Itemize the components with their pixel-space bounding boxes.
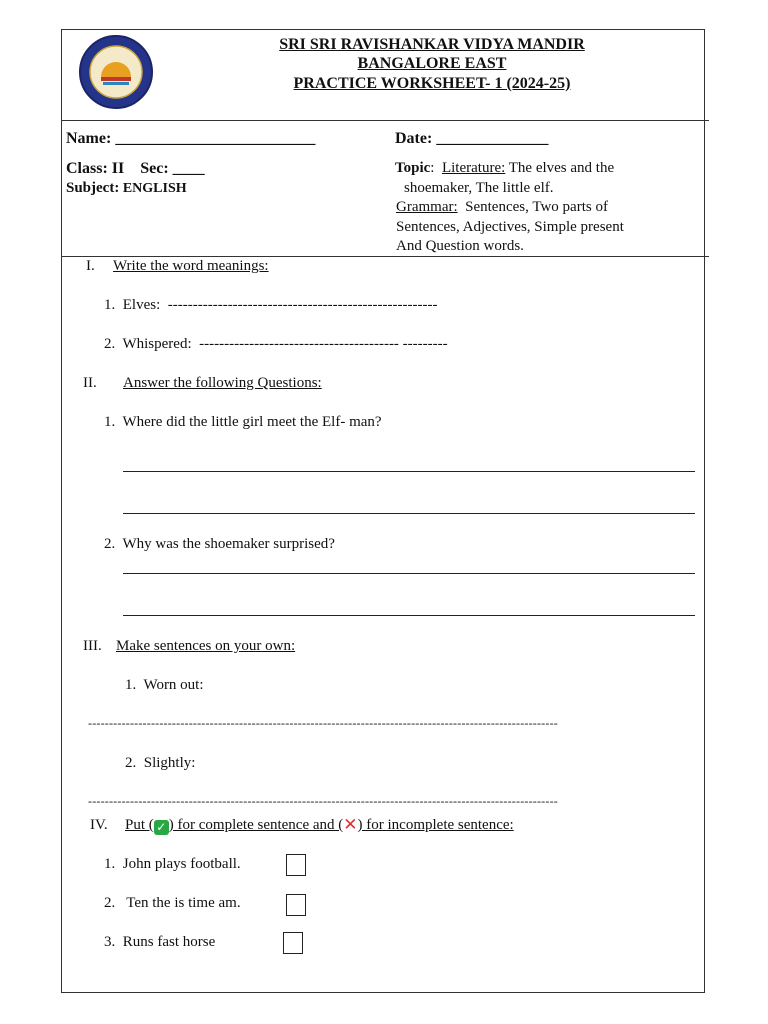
section2-title: Answer the following Questions: bbox=[123, 375, 322, 391]
answer-dashes[interactable]: ---------------------------------------------------------------------------------------------------------------- bbox=[88, 794, 558, 808]
answer-checkbox[interactable] bbox=[286, 854, 306, 876]
answer-line[interactable] bbox=[123, 573, 695, 574]
name-blank: _________________________ bbox=[115, 130, 316, 147]
answer-line[interactable] bbox=[123, 615, 695, 616]
header-divider bbox=[61, 120, 709, 121]
class-value: II bbox=[111, 160, 125, 177]
answer-line[interactable] bbox=[123, 471, 695, 472]
subject-value: ENGLISH bbox=[122, 181, 187, 196]
sec-label: Sec: bbox=[140, 160, 169, 177]
grammar-label: Grammar: bbox=[396, 199, 458, 215]
list-item: 1. Elves: ------------------------------------------------------ bbox=[104, 297, 438, 313]
section3-numeral: III. bbox=[83, 638, 102, 654]
class-field bbox=[66, 160, 205, 178]
section2-numeral: II. bbox=[83, 375, 97, 391]
info-divider bbox=[61, 256, 709, 257]
answer-checkbox[interactable] bbox=[286, 894, 306, 916]
answer-checkbox[interactable] bbox=[283, 932, 303, 954]
name-field bbox=[66, 130, 315, 148]
subject-label: Subject: bbox=[66, 180, 120, 196]
list-item: 1. Worn out: bbox=[125, 677, 204, 693]
school-name: SRI SRI RAVISHANKAR VIDYA MANDIR bbox=[279, 36, 585, 53]
school-branch: BANGALORE EAST bbox=[357, 55, 507, 72]
cross-mark-icon: ✕ bbox=[343, 815, 358, 835]
section4-numeral: IV. bbox=[90, 817, 108, 833]
literature-text-1: The elves and the bbox=[508, 160, 615, 176]
section1-numeral: I. bbox=[86, 258, 95, 274]
list-item: 3. Runs fast horse bbox=[104, 934, 216, 950]
date-field bbox=[395, 130, 548, 148]
grammar-text-1: Sentences, Two parts of bbox=[465, 199, 608, 215]
list-item: 1. Where did the little girl meet the Elf- man? bbox=[104, 414, 382, 430]
grammar-line bbox=[396, 199, 608, 216]
list-item: 2. Slightly: bbox=[125, 755, 196, 771]
subject-field bbox=[66, 180, 187, 197]
worksheet-title: PRACTICE WORKSHEET- 1 (2024-25) bbox=[293, 75, 571, 92]
answer-dashes[interactable]: ---------------------------------------------------------------------------------------------------------------- bbox=[88, 716, 558, 730]
topic-label: Topic bbox=[395, 160, 431, 176]
answer-dashes[interactable]: ---------------------------------------- --------- bbox=[199, 336, 448, 352]
topic-line: Topic: Literature: The elves and the bbox=[395, 160, 615, 176]
section1-title: Write the word meanings: bbox=[113, 258, 269, 274]
name-label: Name: bbox=[66, 130, 112, 147]
section4-title: Put ( ✓ ) for complete sentence and (✕) for incomplete sentence: bbox=[125, 815, 514, 835]
section3-title: Make sentences on your own: bbox=[116, 638, 296, 654]
check-mark-icon: ✓ bbox=[154, 820, 169, 835]
sec-blank: ____ bbox=[172, 160, 205, 177]
grammar-text-2: Sentences, Adjectives, Simple present bbox=[396, 219, 624, 235]
answer-line[interactable] bbox=[123, 513, 695, 514]
literature-text-2: shoemaker, The little elf. bbox=[404, 180, 554, 196]
answer-dashes[interactable]: ------------------------------------------------------ bbox=[167, 297, 438, 313]
list-item: 1. John plays football. bbox=[104, 856, 241, 872]
list-item: 2. Ten the is time am. bbox=[104, 895, 241, 911]
literature-label: Literature: bbox=[441, 160, 506, 176]
list-item: 2. Why was the shoemaker surprised? bbox=[104, 536, 335, 552]
date-label: Date: bbox=[395, 130, 433, 147]
grammar-text-3: And Question words. bbox=[396, 238, 524, 254]
list-item: 2. Whispered: ---------------------------------------- --------- bbox=[104, 336, 448, 352]
class-label: Class: bbox=[66, 160, 108, 177]
date-blank: ______________ bbox=[436, 130, 549, 147]
